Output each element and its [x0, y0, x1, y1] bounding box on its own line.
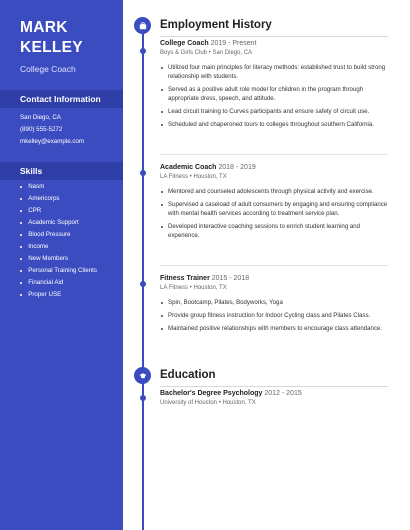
bullet-dot — [20, 258, 22, 260]
job-bullet: Scheduled and chaperoned tours to colleges throughout southern California. — [160, 121, 390, 130]
skills-list — [20, 181, 97, 301]
bullet-dot — [20, 198, 22, 200]
job-bullet: Provide group fitness instruction for Indoor Cycling class and Pilates Class. — [160, 312, 390, 321]
job-bullet: Supervised a caseload of adult consumers by engaging and ensuring compliance with mental health services according to treatment service plan. — [160, 201, 390, 219]
job-bullets — [160, 299, 390, 334]
timeline-dot — [140, 395, 146, 401]
job-separator — [160, 265, 388, 266]
job-location: San Diego, CA — [212, 50, 253, 56]
education-heading: Education — [160, 369, 216, 381]
contact-heading: Contact Information — [0, 90, 123, 108]
timeline-line — [142, 24, 144, 530]
skill-item: Financial Aid — [20, 277, 97, 289]
job-dates: 2018 - 2019 — [218, 164, 256, 171]
employment-divider — [160, 36, 388, 37]
job-entry — [160, 274, 390, 338]
job-bullets — [160, 64, 390, 130]
sidebar — [0, 0, 123, 530]
contact-location: San Diego, CA — [20, 114, 61, 121]
graduation-cap-icon — [134, 367, 151, 384]
job-company-line: LA Fitness • Houston, TX — [160, 285, 227, 291]
education-school: University of Houston — [160, 400, 218, 406]
bullet-dot — [20, 246, 22, 248]
job-location: Houston, TX — [193, 285, 227, 291]
education-divider — [160, 386, 388, 387]
skill-item: Americorps — [20, 193, 97, 205]
job-bullet: Spin, Bootcamp, Pilates, Bodyworks, Yoga — [160, 299, 390, 308]
job-company-line: Boys & Girls Club • San Diego, CA — [160, 50, 253, 56]
education-header — [160, 389, 390, 398]
skill-item: Blood Pressure — [20, 229, 97, 241]
skill-item: Income — [20, 241, 97, 253]
education-degree: Bachelor's Degree Psychology — [160, 390, 263, 397]
skill-item: Proper USE — [20, 289, 97, 301]
contact-phone[interactable]: (890) 555-5272 — [20, 126, 63, 133]
job-header — [160, 39, 390, 48]
bullet-dot — [20, 186, 22, 188]
skill-item: CPR — [20, 205, 97, 217]
job-bullets — [160, 188, 390, 241]
job-bullet: Lead circuit training to Curves participants and ensure safety of circuit use. — [160, 108, 390, 117]
bullet-dot — [20, 270, 22, 272]
job-bullet: Maintained positive relationships with members to encourage class attendance. — [160, 325, 390, 334]
job-bullet: Mentored and counseled adolescents through physical activity and exercise. — [160, 188, 390, 197]
job-entry — [160, 163, 390, 245]
candidate-title: College Coach — [20, 64, 76, 74]
skill-item: Personal Training Clients — [20, 265, 97, 277]
bullet-dot — [20, 234, 22, 236]
bullet-dot — [20, 282, 22, 284]
job-entry — [160, 39, 390, 134]
job-company: LA Fitness — [160, 174, 189, 180]
education-entry — [160, 389, 390, 408]
job-location: Houston, TX — [193, 174, 227, 180]
job-company: Boys & Girls Club — [160, 50, 208, 56]
job-role: College Coach — [160, 40, 209, 47]
timeline-dot — [140, 170, 146, 176]
last-name: KELLEY — [20, 39, 83, 56]
education-dates: 2012 - 2015 — [264, 390, 302, 397]
job-dates: 2015 - 2018 — [211, 275, 250, 282]
job-header — [160, 163, 390, 172]
skill-item: Academic Support — [20, 217, 97, 229]
timeline-dot — [140, 281, 146, 287]
timeline-dot — [140, 48, 146, 54]
contact-email[interactable]: mkelley@example.com — [20, 138, 85, 145]
candidate-name — [20, 18, 83, 58]
skills-heading: Skills — [0, 162, 123, 180]
job-separator — [160, 154, 388, 155]
job-bullet: Utilized four main principles for literacy methods: established trust to build strong relationship with students. — [160, 64, 390, 82]
employment-heading: Employment History — [160, 19, 272, 31]
education-school-line: University of Houston • Houston, TX — [160, 400, 256, 406]
bullet-dot — [20, 294, 22, 296]
job-role: Academic Coach — [160, 164, 217, 171]
bullet-dot — [20, 210, 22, 212]
job-dates: 2019 - Present — [210, 40, 257, 47]
bullet-dot — [20, 222, 22, 224]
job-role: Fitness Trainer — [160, 275, 210, 282]
skill-item: New Members — [20, 253, 97, 265]
job-company-line: LA Fitness • Houston, TX — [160, 174, 227, 180]
first-name: MARK — [20, 19, 68, 36]
job-header — [160, 274, 390, 283]
job-bullet: Developed interactive coaching sessions to enrich student learning and experience. — [160, 223, 390, 241]
job-bullet: Served as a positive adult role model for children in the program through appropriate dress, speech, and attitude. — [160, 86, 390, 104]
education-location: Houston, TX — [222, 400, 256, 406]
briefcase-icon — [134, 17, 151, 34]
skill-item: Nasm — [20, 181, 97, 193]
job-company: LA Fitness — [160, 285, 189, 291]
